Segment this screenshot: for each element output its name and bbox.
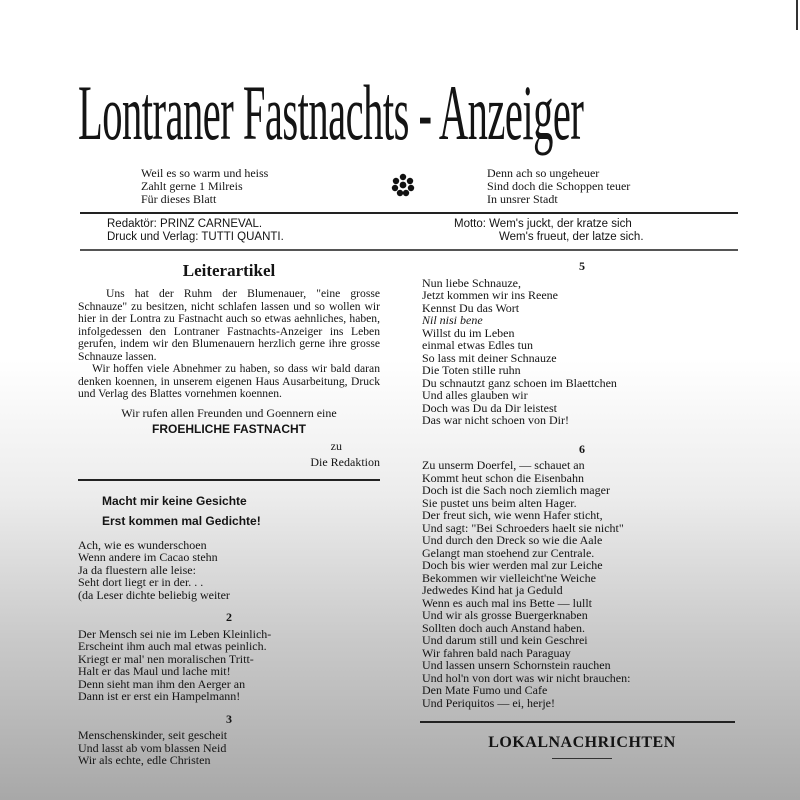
lokalnachrichten-heading: LOKALNACHRICHTEN [488,734,676,751]
verse-line: Und Periquitos — ei, herje! [422,695,555,710]
greeting-zu: zu [330,438,342,453]
verse-line: Der freut sich, wie wenn Hafer sticht, [422,508,603,522]
verse-line: Ja da fluestern alle leise: [78,562,196,577]
imprint-divider [80,249,738,251]
masthead-title: Lontraner Fastnachts - Anzeiger [78,69,584,156]
signature: Die Redaktion [310,455,380,469]
verse-line: Nil nisi bene [422,313,483,327]
leitartikel-paragraph: Wir hoffen viele Abnehmer zu haben, so dass wir bald daran denken koennen, in unserem eigenen Haus Ausarbeitung, Druck und Verlag des Blattes vornehmen koennen. [78,362,380,400]
verse-line: Die Toten stille ruhn [422,363,521,377]
subtitle-left-line: Für dieses Blatt [141,192,217,206]
verse-line: Doch was Du da Dir leistest [422,400,557,415]
verse-line: Und hol'n von dort was wir nicht brauchen: [422,670,631,685]
verse-1 [78,539,380,602]
verse-line: Und lassen unsern Schornstein rauchen [422,658,611,672]
verse-line: Kriegt er mal' nen moralischen Tritt- [78,651,254,666]
verse-line: Wir als echte, edle Christen [78,753,211,767]
verse-line: Zu unserm Doerfel, — schauet an [422,458,585,472]
verse-number: 6 [579,441,585,456]
verse-line: Und durch den Dreck so wie die Aale [422,533,603,547]
motto-line: Wem's frueut, der latze sich. [499,231,644,243]
verse-line: Wenn andere im Cacao stehn [78,550,218,564]
verse-number: 5 [579,259,585,273]
verse-line: Jedwedes Kind hat ja Geduld [422,583,563,597]
verse-line: Wenn es auch mal ins Bette — lullt [422,595,592,610]
motto [454,218,644,244]
verse-line: Und darum still und kein Geschrei [422,633,588,647]
verse-number: 2 [226,610,232,624]
greeting-line: Wir rufen allen Freunden und Goennern eine [121,405,337,420]
poem-heading: Macht mir keine Gesichte [102,493,247,508]
verse-line: Sollten doch auch Anstand haben. [422,620,585,635]
imprint [107,218,284,244]
verse-line: Halt er das Maul und lache mit! [78,664,231,678]
subtitle-right-line: In unsrer Stadt [487,192,558,206]
verse-line: Ach, wie es wunderschoen [78,537,207,552]
verse-line: So lass mit deiner Schnauze [422,350,557,365]
motto-line: Motto: Wem's juckt, der kratze sich [454,218,632,230]
verse-3 [78,729,380,767]
verse-number: 3 [226,711,232,726]
verse-line: Und sagt: "Bei Schroeders haelt sie nicht" [422,520,624,535]
subtitle-right-line: Denn ach so ungeheuer [487,166,600,180]
subtitle-left-line: Weil es so warm und heiss [141,166,269,180]
header-divider [80,212,738,214]
verse-line: Den Mate Fumo und Cafe [422,683,548,697]
verse-line: Und wir als grosse Buergerknaben [422,608,588,622]
verse-line: Und alles glauben wir [422,388,528,402]
verse-line: Kommt heut schon die Eisenbahn [422,470,584,485]
section-divider [420,721,735,723]
subtitle-right [487,167,630,206]
subtitle-left-line: Zahlt gerne 1 Milreis [141,179,243,193]
right-column [422,260,742,759]
verse-line: Wir fahren bald nach Paraguay [422,645,571,660]
verse-line: Sie pustet uns beim alten Hager. [422,495,577,510]
verse-5 [422,277,742,427]
publisher-line: Druck und Verlag: TUTTI QUANTI. [107,231,284,243]
verse-line: (da Leser dichte beliebig weiter [78,587,230,602]
page-edge-line [796,0,798,30]
verse-line: Nun liebe Schnauze, [422,275,521,290]
heading-underline [552,758,612,759]
column-divider [78,479,380,481]
verse-line: Menschenskinder, seit gescheit [78,728,228,742]
verse-line: Du schnautzt ganz schoen im Blaettchen [422,375,617,390]
subtitle-right-line: Sind doch die Schoppen teuer [487,179,631,193]
verse-line: Jetzt kommen wir ins Reene [422,288,558,302]
leitartikel-heading: Leiterartikel [182,261,276,280]
left-column [78,260,380,767]
verse-line: Gelangt man stoehend zur Centrale. [422,545,595,560]
verse-line: Erscheint ihm auch mal etwas peinlich. [78,639,267,653]
poem-heading: Erst kommen mal Gedichte! [102,513,261,528]
verse-line: Doch ist die Sach noch ziemlich mager [422,483,610,497]
verse-line: Dann ist er erst ein Hampelmann! [78,689,241,703]
verse-line: Kennst Du das Wort [422,300,520,315]
greeting-bold: FROEHLICHE FASTNACHT [152,422,306,436]
verse-line: Doch bis wier werden mal zur Leiche [422,558,603,572]
editor-line: Redaktör: PRINZ CARNEVAL. [107,218,263,230]
verse-line: Willst du im Leben [422,325,515,340]
verse-6 [422,459,742,709]
verse-2 [78,628,380,703]
flower-ornament-icon [391,173,415,197]
verse-line: Der Mensch sei nie im Leben Kleinlich- [78,626,272,641]
leitartikel-paragraph: Uns hat der Ruhm der Blumenauer, "eine grosse Schnauze" zu besitzen, nicht schlafen lassen und so wollen wir hier in der Lontra zu Fastnacht auch so etwas aehnliches, haben, infolgedessen den Lontraner Fastnachts-Anzeiger ins Leben gerufen, indem wir den Blumenauern herzlich gerne ihre grosse Schnauze lassen. [78,287,380,363]
verse-line: Das war nicht schoen von Dir! [422,413,569,427]
verse-line: Denn sieht man ihm den Aerger an [78,676,246,691]
subtitle-left [141,167,268,206]
verse-line: einmal etwas Edles tun [422,338,533,352]
verse-line: Und lasst ab vom blassen Neid [78,740,227,755]
verse-line: Bekommen wir vielleicht'ne Weiche [422,570,596,585]
verse-line: Seht dort liegt er in der. . . [78,575,204,589]
